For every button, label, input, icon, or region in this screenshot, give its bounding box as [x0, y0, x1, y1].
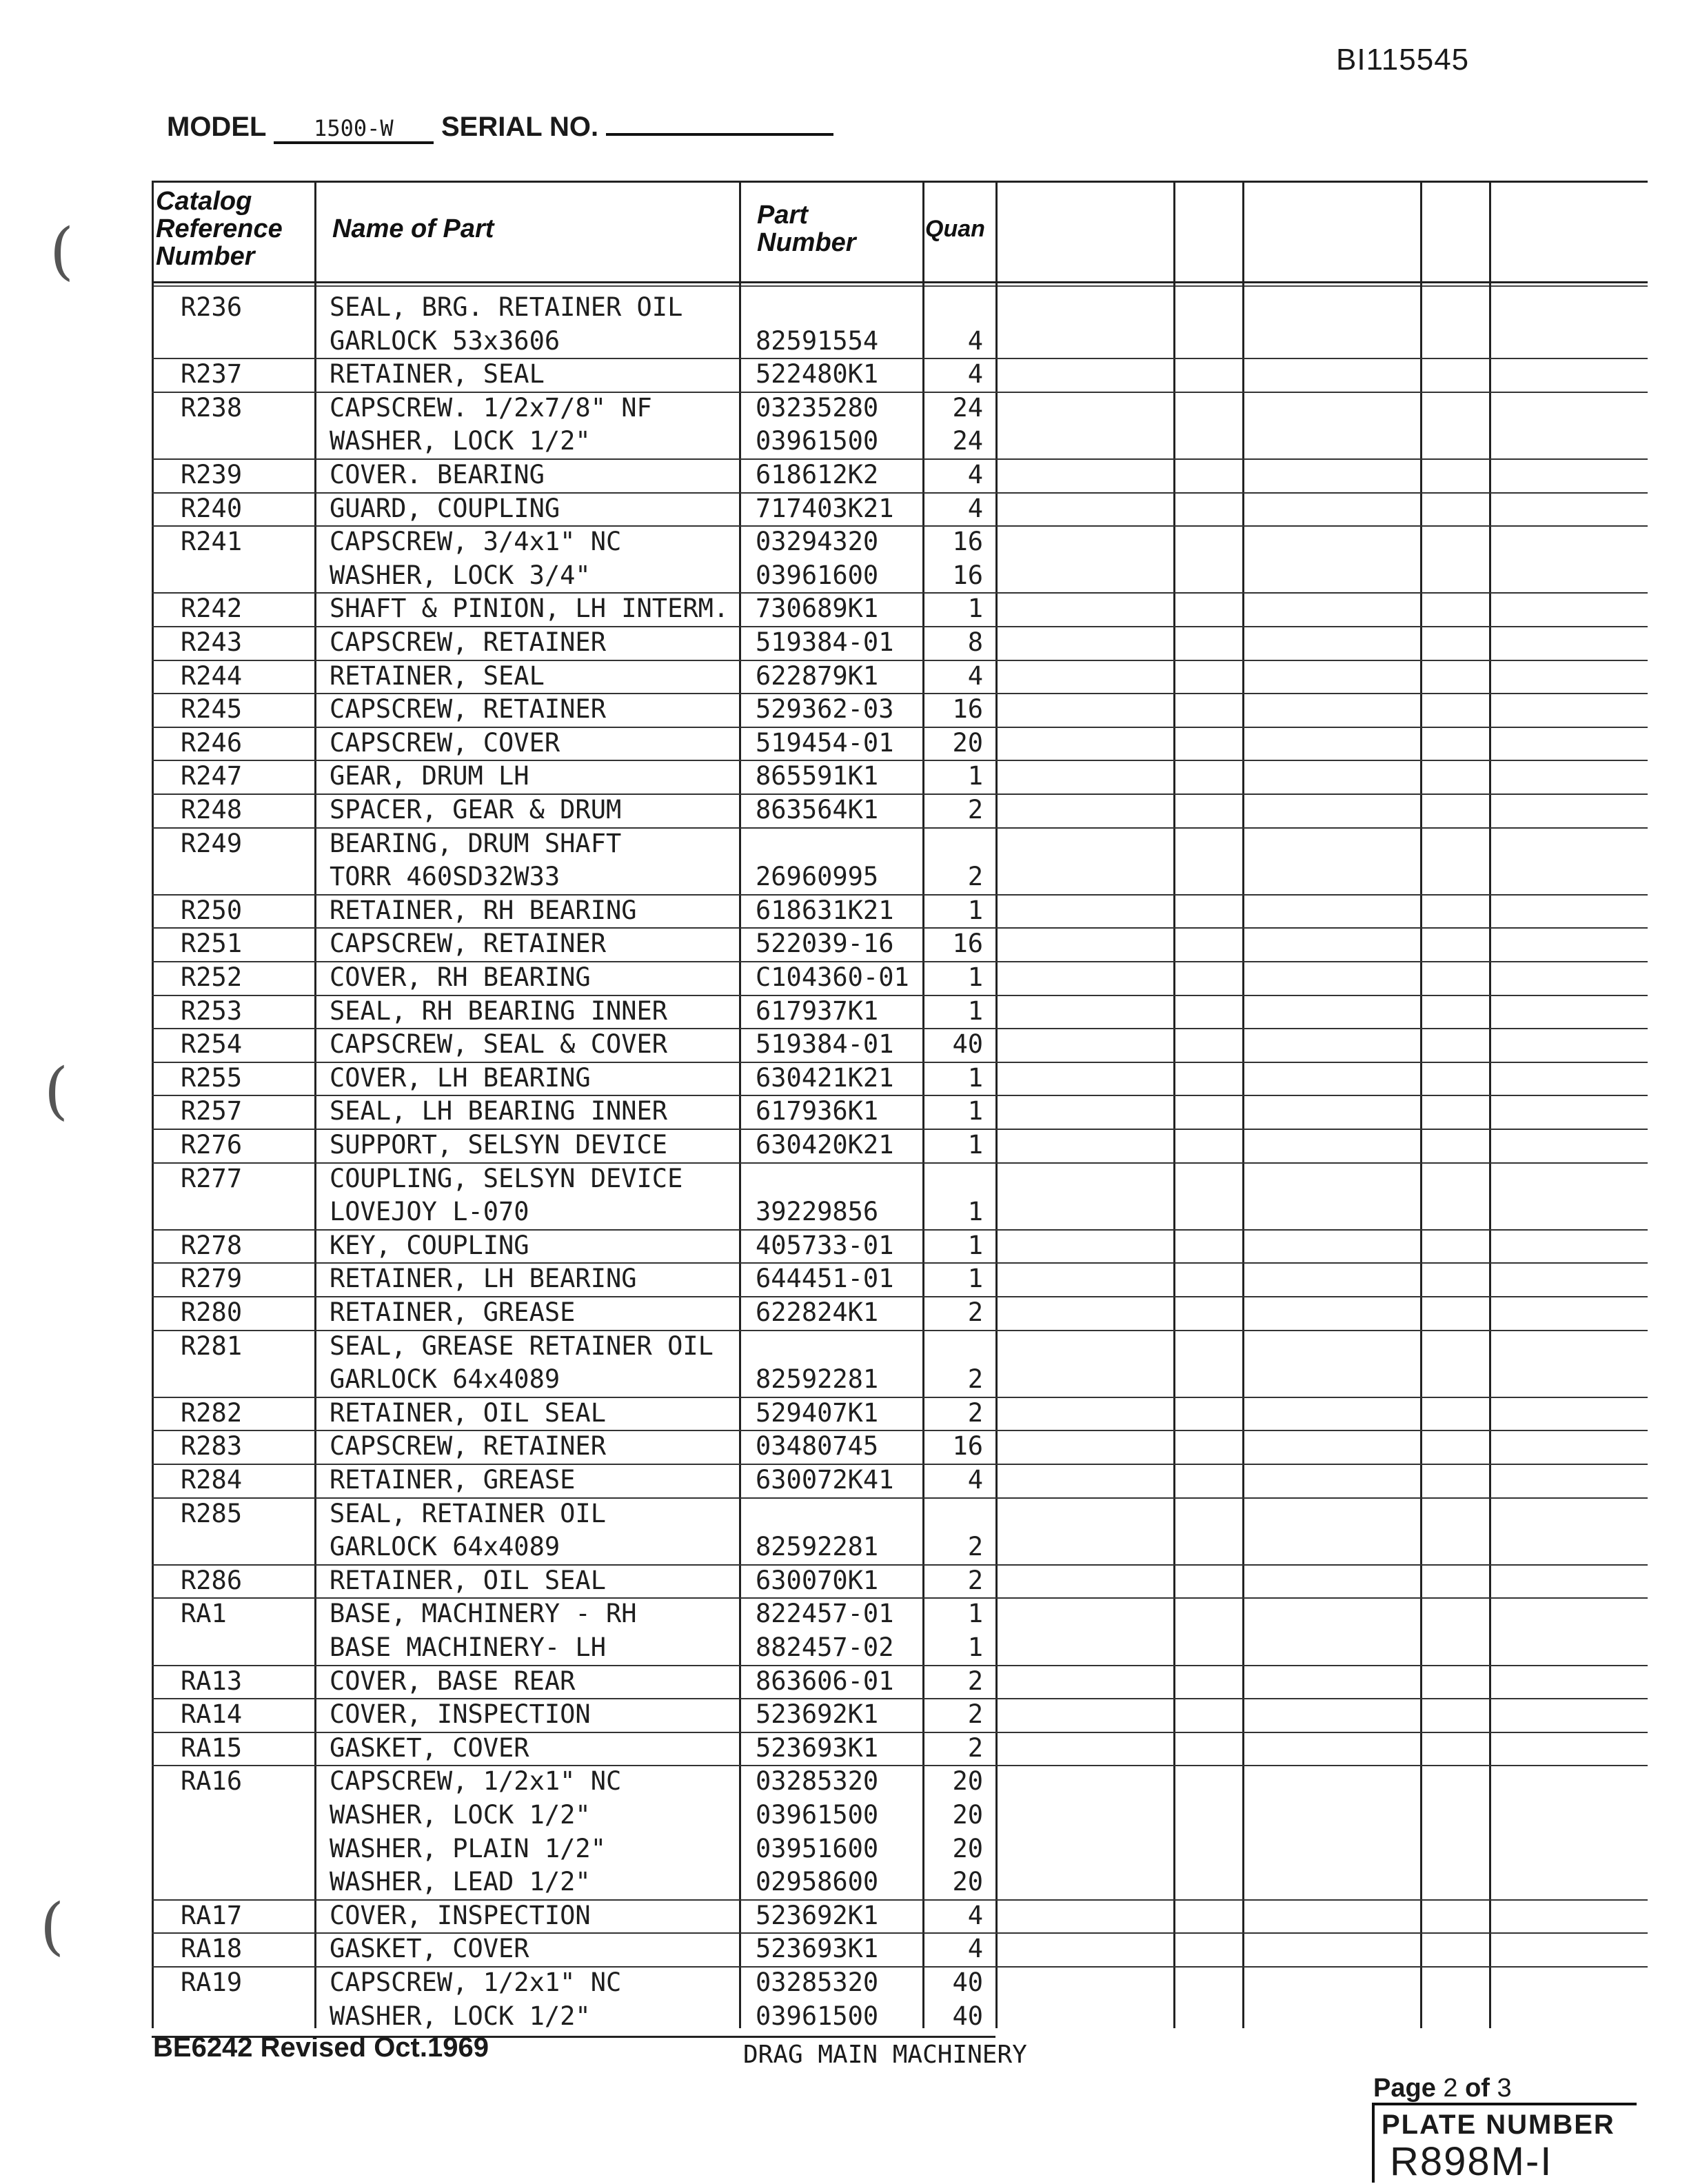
header-part-line: Number: [757, 228, 856, 257]
cell-part: 617937K1: [756, 995, 879, 1026]
cell-name: BEARING, DRUM SHAFT: [330, 828, 622, 858]
cell-part: 03294320: [756, 527, 879, 557]
cell-name: SEAL, GREASE RETAINER OIL: [330, 1331, 714, 1361]
cell-ref: R277: [181, 1163, 243, 1193]
cell-ref: R240: [181, 493, 243, 523]
cell-part: 522039-16: [756, 929, 894, 959]
cell-ref: R242: [181, 594, 243, 624]
cell-qty: 2: [967, 1699, 983, 1730]
cell-name: WASHER, LOCK 1/2": [330, 426, 591, 456]
cell-ref: R244: [181, 660, 243, 691]
cell-ref: R255: [181, 1062, 243, 1093]
cell-name: RETAINER, SEAL: [330, 359, 545, 390]
page-of: of: [1465, 2074, 1490, 2103]
cell-ref: RA13: [181, 1666, 243, 1696]
cell-name: CAPSCREW, 1/2x1" NC: [330, 1968, 622, 1997]
page-current: 2: [1443, 2074, 1458, 2103]
column-divider: [739, 181, 741, 2028]
cell-ref: R239: [181, 460, 243, 489]
cell-qty: 40: [952, 1029, 983, 1060]
cell-name: SEAL, LH BEARING INNER: [330, 1096, 668, 1126]
cell-qty: 16: [952, 560, 983, 590]
cell-name: GEAR, DRUM LH: [330, 761, 529, 791]
cell-part: 882457-02: [756, 1632, 894, 1662]
header-part-number: [757, 201, 856, 256]
cell-part: 822457-01: [756, 1599, 894, 1629]
serial-label: SERIAL NO.: [441, 112, 599, 142]
cell-part: 03961500: [756, 1800, 879, 1830]
cell-name: CAPSCREW, 1/2x1" NC: [330, 1766, 622, 1797]
cell-part: 617936K1: [756, 1096, 879, 1126]
cell-ref: RA1: [181, 1599, 227, 1629]
cell-qty: 2: [967, 1364, 983, 1395]
cell-qty: 2: [967, 862, 983, 892]
cell-part: 523692K1: [756, 1699, 879, 1730]
cell-name: BASE MACHINERY- LH: [330, 1632, 606, 1662]
cell-ref: RA19: [181, 1968, 243, 1997]
header-catalog-ref: [156, 188, 283, 270]
cell-name: CAPSCREW, COVER: [330, 727, 560, 758]
cell-part: 523692K1: [756, 1900, 879, 1930]
header-bottom-border: [152, 281, 1648, 283]
document-id: BI115545: [1336, 43, 1470, 77]
cell-name: RETAINER, LH BEARING: [330, 1264, 637, 1294]
cell-name: SUPPORT, SELSYN DEVICE: [330, 1130, 668, 1160]
cell-ref: R251: [181, 929, 243, 959]
column-divider: [1173, 181, 1175, 2028]
cell-qty: 4: [967, 1900, 983, 1930]
cell-part: 82592281: [756, 1364, 879, 1395]
cell-ref: RA17: [181, 1900, 243, 1930]
cell-qty: 20: [952, 1867, 983, 1897]
page-label: Page: [1373, 2074, 1436, 2103]
cell-ref: R237: [181, 359, 243, 390]
cell-qty: 4: [967, 1934, 983, 1964]
cell-name: TORR 460SD32W33: [330, 862, 560, 892]
header-bottom-border: [152, 285, 1648, 287]
cell-ref: R257: [181, 1096, 243, 1126]
cell-name: COVER, BASE REAR: [330, 1666, 576, 1696]
cell-name: RETAINER, GREASE: [330, 1297, 576, 1327]
cell-qty: 40: [952, 1968, 983, 1997]
cell-name: COVER. BEARING: [330, 460, 545, 489]
cell-qty: 2: [967, 1397, 983, 1428]
cell-ref: R241: [181, 527, 243, 557]
cell-ref: R286: [181, 1565, 243, 1595]
cell-part: 03285320: [756, 1968, 879, 1997]
cell-qty: 16: [952, 694, 983, 725]
cell-part: 03961500: [756, 2001, 879, 2031]
cell-name: SEAL, RH BEARING INNER: [330, 995, 668, 1026]
cell-name: GUARD, COUPLING: [330, 493, 560, 523]
form-revision: BE6242 Revised Oct.1969: [153, 2032, 489, 2063]
cell-part: 865591K1: [756, 761, 879, 791]
header-name-of-part: Name of Part: [332, 214, 494, 243]
cell-qty: 24: [952, 426, 983, 456]
cell-ref: R285: [181, 1498, 243, 1528]
cell-name: GASKET, COVER: [330, 1732, 529, 1763]
section-title: DRAG MAIN MACHINERY: [743, 2041, 1027, 2069]
header-catalog-line: Catalog: [156, 187, 252, 216]
cell-name: SHAFT & PINION, LH INTERM.: [330, 594, 729, 624]
cell-qty: 1: [967, 1096, 983, 1126]
parts-table: [152, 181, 1648, 2031]
cell-qty: 1: [967, 594, 983, 624]
header-catalog-line: Reference: [156, 214, 283, 243]
cell-ref: R243: [181, 627, 243, 657]
cell-part: 863564K1: [756, 795, 879, 825]
cell-qty: 1: [967, 1264, 983, 1294]
cell-part: 630072K41: [756, 1465, 894, 1495]
cell-ref: R279: [181, 1264, 243, 1294]
cell-part: 630421K21: [756, 1062, 894, 1093]
cell-qty: 16: [952, 1431, 983, 1462]
cell-ref: RA18: [181, 1934, 243, 1964]
cell-qty: 16: [952, 929, 983, 959]
cell-part: 03480745: [756, 1431, 879, 1462]
model-value: 1500-W: [274, 115, 434, 144]
cell-part: 405733-01: [756, 1230, 894, 1260]
cell-name: COUPLING, SELSYN DEVICE: [330, 1163, 683, 1193]
cell-qty: 1: [967, 761, 983, 791]
cell-qty: 1: [967, 1062, 983, 1093]
binder-hole-mark: (: [40, 1890, 65, 1963]
cell-name: GASKET, COVER: [330, 1934, 529, 1964]
cell-qty: 20: [952, 1766, 983, 1797]
cell-qty: 40: [952, 2001, 983, 2031]
cell-ref: R238: [181, 392, 243, 423]
cell-name: COVER, INSPECTION: [330, 1900, 591, 1930]
cell-name: CAPSCREW. 1/2x7/8" NF: [330, 392, 652, 423]
cell-qty: 2: [967, 1565, 983, 1595]
cell-qty: 8: [967, 627, 983, 657]
cell-qty: 2: [967, 1532, 983, 1562]
cell-part: 03235280: [756, 392, 879, 423]
cell-part: 523693K1: [756, 1732, 879, 1763]
cell-qty: 1: [967, 995, 983, 1026]
serial-value: [606, 133, 833, 136]
cell-name: RETAINER, OIL SEAL: [330, 1565, 606, 1595]
cell-part: 630070K1: [756, 1565, 879, 1595]
cell-ref: R246: [181, 727, 243, 758]
model-serial-line: [167, 112, 833, 144]
cell-ref: R280: [181, 1297, 243, 1327]
column-divider: [1489, 181, 1491, 2028]
cell-ref: R249: [181, 828, 243, 858]
cell-name: RETAINER, OIL SEAL: [330, 1397, 606, 1428]
column-divider: [152, 181, 154, 2028]
cell-qty: 4: [967, 460, 983, 489]
header-part-line: Part: [757, 201, 808, 230]
cell-name: KEY, COUPLING: [330, 1230, 529, 1260]
cell-name: SEAL, BRG. RETAINER OIL: [330, 292, 683, 322]
cell-qty: 24: [952, 392, 983, 423]
cell-name: SEAL, RETAINER OIL: [330, 1498, 606, 1528]
cell-part: 522480K1: [756, 359, 879, 390]
cell-ref: R250: [181, 895, 243, 925]
cell-name: RETAINER, RH BEARING: [330, 895, 637, 925]
cell-qty: 1: [967, 1632, 983, 1662]
cell-qty: 1: [967, 1599, 983, 1629]
cell-name: WASHER, LOCK 1/2": [330, 2001, 591, 2031]
cell-name: WASHER, LOCK 3/4": [330, 560, 591, 590]
cell-part: 529362-03: [756, 694, 894, 725]
cell-qty: 1: [967, 1230, 983, 1260]
column-divider: [995, 181, 998, 2028]
cell-qty: 4: [967, 660, 983, 691]
cell-ref: R254: [181, 1029, 243, 1060]
cell-name: WASHER, LOCK 1/2": [330, 1800, 591, 1830]
column-divider: [1242, 181, 1244, 2028]
cell-ref: R248: [181, 795, 243, 825]
cell-part: 03961600: [756, 560, 879, 590]
cell-qty: 1: [967, 1197, 983, 1227]
column-divider: [314, 181, 316, 2028]
cell-qty: 20: [952, 727, 983, 758]
cell-ref: R281: [181, 1331, 243, 1361]
cell-name: CAPSCREW, RETAINER: [330, 929, 606, 959]
cell-qty: 20: [952, 1833, 983, 1863]
cell-name: WASHER, PLAIN 1/2": [330, 1833, 606, 1863]
cell-name: SPACER, GEAR & DRUM: [330, 795, 622, 825]
cell-part: 730689K1: [756, 594, 879, 624]
cell-name: CAPSCREW, SEAL & COVER: [330, 1029, 668, 1060]
cell-ref: R284: [181, 1465, 243, 1495]
cell-qty: 16: [952, 527, 983, 557]
cell-ref: R276: [181, 1130, 243, 1160]
cell-part: 519454-01: [756, 727, 894, 758]
cell-qty: 1: [967, 1130, 983, 1160]
cell-qty: 4: [967, 359, 983, 390]
cell-part: 02958600: [756, 1867, 879, 1897]
cell-part: 26960995: [756, 862, 879, 892]
model-label: MODEL: [167, 112, 266, 142]
cell-name: COVER, RH BEARING: [330, 962, 591, 992]
cell-ref: R282: [181, 1397, 243, 1428]
table-top-border: [152, 181, 1648, 183]
page-total: 3: [1497, 2074, 1512, 2103]
cell-qty: 2: [967, 1297, 983, 1327]
cell-name: CAPSCREW, RETAINER: [330, 1431, 606, 1462]
column-divider: [1420, 181, 1422, 2028]
binder-hole-mark: (: [50, 215, 74, 287]
cell-name: CAPSCREW, RETAINER: [330, 694, 606, 725]
cell-part: 717403K21: [756, 493, 894, 523]
plate-number: R898M-I: [1390, 2139, 1553, 2184]
cell-part: 622824K1: [756, 1297, 879, 1327]
cell-part: 622879K1: [756, 660, 879, 691]
cell-qty: 2: [967, 1666, 983, 1696]
cell-ref: R236: [181, 292, 243, 322]
cell-part: 644451-01: [756, 1264, 894, 1294]
plate-label: PLATE NUMBER: [1382, 2110, 1615, 2140]
binder-hole-mark: (: [44, 1055, 69, 1127]
cell-part: 618612K2: [756, 460, 879, 489]
cell-qty: 2: [967, 795, 983, 825]
cell-part: 82591554: [756, 325, 879, 356]
cell-ref: R278: [181, 1230, 243, 1260]
cell-name: WASHER, LEAD 1/2": [330, 1867, 591, 1897]
cell-part: 630420K21: [756, 1130, 894, 1160]
cell-qty: 4: [967, 325, 983, 356]
cell-part: 519384-01: [756, 627, 894, 657]
cell-part: 529407K1: [756, 1397, 879, 1428]
cell-part: 863606-01: [756, 1666, 894, 1696]
cell-part: 519384-01: [756, 1029, 894, 1060]
cell-ref: R245: [181, 694, 243, 725]
cell-name: GARLOCK 64x4089: [330, 1532, 560, 1562]
cell-part: 03961500: [756, 426, 879, 456]
cell-ref: RA14: [181, 1699, 243, 1730]
plate-number-box: [1372, 2103, 1637, 2183]
cell-name: CAPSCREW, 3/4x1" NC: [330, 527, 622, 557]
header-quantity: Quan: [925, 216, 985, 242]
cell-name: LOVEJOY L-070: [330, 1197, 529, 1227]
cell-qty: 20: [952, 1800, 983, 1830]
cell-part: C104360-01: [756, 962, 909, 992]
cell-ref: RA15: [181, 1732, 243, 1763]
cell-name: GARLOCK 64x4089: [330, 1364, 560, 1395]
cell-part: 03951600: [756, 1833, 879, 1863]
header-catalog-line: Number: [156, 242, 255, 271]
cell-qty: 1: [967, 962, 983, 992]
cell-name: BASE, MACHINERY - RH: [330, 1599, 637, 1629]
cell-part: 523693K1: [756, 1934, 879, 1964]
cell-part: 618631K21: [756, 895, 894, 925]
cell-qty: 2: [967, 1732, 983, 1763]
cell-name: GARLOCK 53x3606: [330, 325, 560, 356]
cell-ref: RA16: [181, 1766, 243, 1797]
cell-name: COVER, LH BEARING: [330, 1062, 591, 1093]
cell-ref: R247: [181, 761, 243, 791]
cell-name: RETAINER, SEAL: [330, 660, 545, 691]
cell-name: CAPSCREW, RETAINER: [330, 627, 606, 657]
cell-name: RETAINER, GREASE: [330, 1465, 576, 1495]
page-indicator: [1373, 2074, 1512, 2103]
cell-part: 82592281: [756, 1532, 879, 1562]
cell-qty: 4: [967, 1465, 983, 1495]
cell-ref: R253: [181, 995, 243, 1026]
cell-ref: R283: [181, 1431, 243, 1462]
cell-qty: 1: [967, 895, 983, 925]
cell-name: COVER, INSPECTION: [330, 1699, 591, 1730]
cell-part: 03285320: [756, 1766, 879, 1797]
cell-qty: 4: [967, 493, 983, 523]
cell-part: 39229856: [756, 1197, 879, 1227]
cell-ref: R252: [181, 962, 243, 992]
